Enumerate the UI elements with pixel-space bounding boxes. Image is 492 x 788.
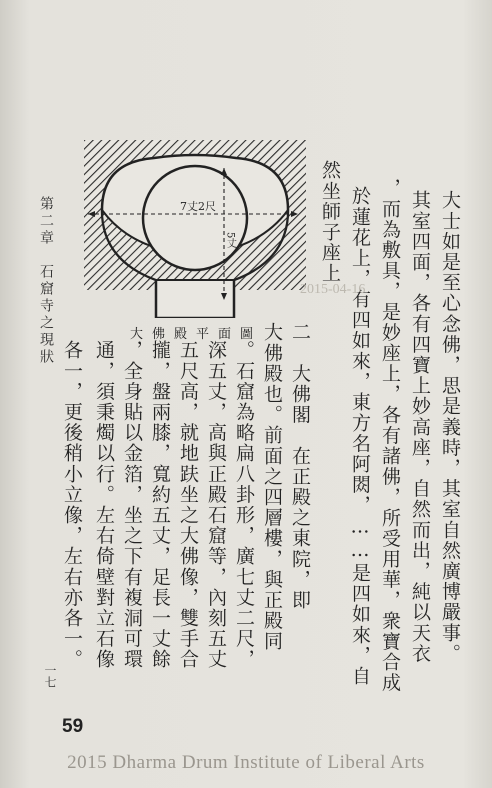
text-column: 五尺高，就地趺坐之大佛像，雙手合: [177, 340, 199, 670]
text-column: 其室四面，各有四寶上妙高座，自然而出，純以天衣: [409, 190, 431, 664]
date-stamp: 2015-04-16: [300, 282, 366, 297]
page-number: 59: [62, 716, 84, 737]
text-column: 深五丈，高與正殿石窟等，內刻五丈: [205, 340, 227, 670]
text-column: 各一，更後稍小立像，左右亦各一。: [61, 340, 83, 670]
text-column: 於蓮花上，有四如來，東方名阿閦，……是四如來，自: [349, 186, 371, 687]
text-column: 然坐師子座上: [319, 160, 341, 284]
text-column: 攏，盤兩膝，寬約五丈，足長一丈餘: [149, 340, 171, 670]
text-column: 大佛殿也。前面之四層樓，與正殿同: [261, 322, 283, 652]
figure-caption: 大佛殿平面圖: [130, 327, 263, 342]
text-column: 。石窟為略扁八卦形，廣七丈二尺，: [233, 340, 255, 670]
running-head: 第二章 石窟寺之現狀: [38, 196, 54, 366]
width-label: 7丈2尺: [180, 200, 216, 213]
footer-watermark: 2015 Dharma Drum Institute of Liberal Arts: [67, 752, 425, 773]
floor-plan-drawing: [84, 140, 306, 318]
text-column: ，全身貼以金箔，坐之下有複洞可環: [121, 340, 143, 670]
text-column: ，而為敷具，是妙座上，各有諸佛，所受用華，衆寶合成: [379, 178, 401, 693]
floor-plan-figure: [84, 140, 306, 322]
text-column: 通，須秉燭以行。左右倚壁對立石像: [93, 340, 115, 670]
depth-label: 5丈: [224, 232, 236, 249]
text-column: 大士如是至心念佛，思是義時，其室自然廣博嚴事。: [439, 190, 461, 664]
folio-number: 一七: [43, 664, 57, 688]
text-column: 二 大佛閣 在正殿之東院，即: [289, 322, 311, 611]
buddha-base-circle: [143, 166, 247, 270]
